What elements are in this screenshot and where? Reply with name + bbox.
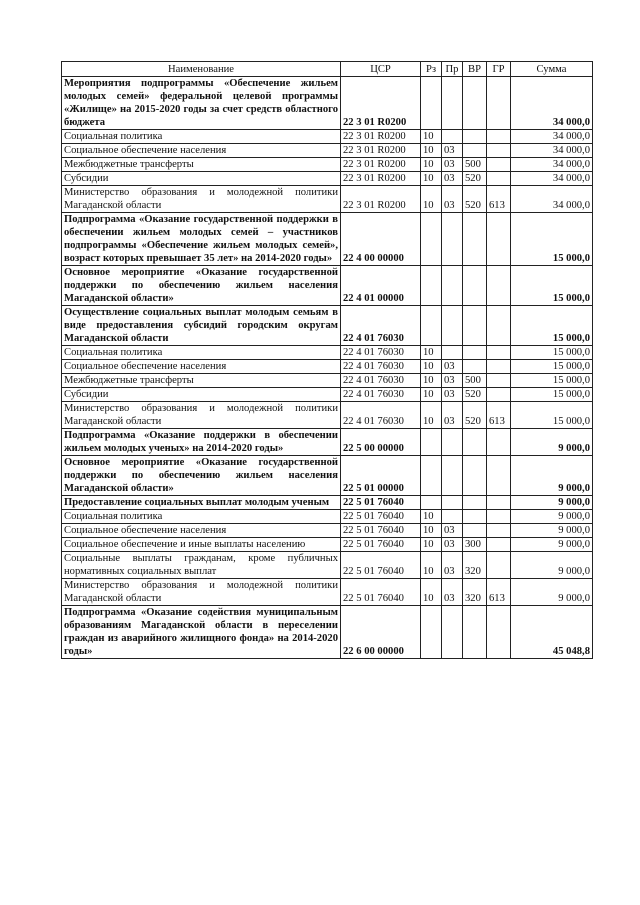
row-sum: 15 000,0 <box>511 213 593 266</box>
row-csr: 22 5 01 76040 <box>341 552 421 579</box>
row-rz: 10 <box>421 524 442 538</box>
row-name: Мероприятия подпрограммы «Обеспечение жильем молодых семей» федеральной целевой программы «Жилище» на 2015-2020 годы за счет средств областного бюджета <box>62 77 341 130</box>
table-row <box>62 158 593 172</box>
row-csr: 22 5 01 76040 <box>341 524 421 538</box>
row-csr: 22 4 01 76030 <box>341 402 421 429</box>
row-gr <box>487 456 511 496</box>
row-pr <box>442 306 463 346</box>
row-name: Основное мероприятие «Оказание государственной поддержки по обеспечению жильем населения Магаданской области» <box>62 456 341 496</box>
row-sum: 9 000,0 <box>511 510 593 524</box>
row-gr <box>487 496 511 510</box>
row-sum: 9 000,0 <box>511 538 593 552</box>
row-pr <box>442 130 463 144</box>
row-rz: 10 <box>421 360 442 374</box>
row-gr <box>487 374 511 388</box>
row-gr: 613 <box>487 402 511 429</box>
row-csr: 22 4 01 76030 <box>341 360 421 374</box>
table-row <box>62 429 593 456</box>
row-sum: 9 000,0 <box>511 456 593 496</box>
row-rz: 10 <box>421 552 442 579</box>
row-csr: 22 4 01 76030 <box>341 346 421 360</box>
row-vr <box>463 360 487 374</box>
row-name: Подпрограмма «Оказание содействия муниципальным образованиям Магаданской области в переселении граждан из аварийного жилищного фонда» на 2014-2020 годы» <box>62 606 341 659</box>
row-gr: 613 <box>487 579 511 606</box>
row-rz: 10 <box>421 402 442 429</box>
row-name: Субсидии <box>62 388 341 402</box>
table-row <box>62 346 593 360</box>
row-gr <box>487 510 511 524</box>
row-rz <box>421 306 442 346</box>
row-sum: 34 000,0 <box>511 130 593 144</box>
row-name: Социальная политика <box>62 346 341 360</box>
row-vr: 520 <box>463 186 487 213</box>
table-row <box>62 360 593 374</box>
row-csr: 22 3 01 R0200 <box>341 158 421 172</box>
row-sum: 15 000,0 <box>511 346 593 360</box>
row-rz: 10 <box>421 186 442 213</box>
row-vr: 300 <box>463 538 487 552</box>
row-sum: 34 000,0 <box>511 77 593 130</box>
row-vr <box>463 130 487 144</box>
table-row <box>62 266 593 306</box>
row-sum: 9 000,0 <box>511 552 593 579</box>
row-rz: 10 <box>421 158 442 172</box>
row-pr: 03 <box>442 144 463 158</box>
row-vr <box>463 429 487 456</box>
row-sum: 15 000,0 <box>511 360 593 374</box>
row-pr: 03 <box>442 172 463 186</box>
row-csr: 22 3 01 R0200 <box>341 144 421 158</box>
row-name: Министерство образования и молодежной политики Магаданской области <box>62 402 341 429</box>
row-sum: 45 048,8 <box>511 606 593 659</box>
table-header-row <box>62 62 593 77</box>
row-vr <box>463 496 487 510</box>
table-row <box>62 606 593 659</box>
table-row <box>62 510 593 524</box>
row-name: Осуществление социальных выплат молодым семьям в виде предоставления субсидий городским округам Магаданской области <box>62 306 341 346</box>
row-pr: 03 <box>442 186 463 213</box>
row-rz: 10 <box>421 144 442 158</box>
row-vr <box>463 524 487 538</box>
row-pr <box>442 496 463 510</box>
row-name: Субсидии <box>62 172 341 186</box>
budget-table <box>61 61 593 659</box>
row-csr: 22 4 01 76030 <box>341 388 421 402</box>
row-pr: 03 <box>442 374 463 388</box>
row-rz: 10 <box>421 130 442 144</box>
row-pr <box>442 346 463 360</box>
header-rz: Рз <box>421 62 442 77</box>
row-sum: 34 000,0 <box>511 186 593 213</box>
row-pr: 03 <box>442 388 463 402</box>
row-sum: 9 000,0 <box>511 579 593 606</box>
row-gr <box>487 538 511 552</box>
row-gr: 613 <box>487 186 511 213</box>
row-name: Социальное обеспечение населения <box>62 144 341 158</box>
row-sum: 15 000,0 <box>511 388 593 402</box>
row-gr <box>487 266 511 306</box>
row-csr: 22 3 01 R0200 <box>341 186 421 213</box>
row-name: Социальные выплаты гражданам, кроме публичных нормативных социальных выплат <box>62 552 341 579</box>
row-name: Социальная политика <box>62 510 341 524</box>
table-row <box>62 186 593 213</box>
row-sum: 9 000,0 <box>511 496 593 510</box>
row-rz: 10 <box>421 388 442 402</box>
row-pr <box>442 456 463 496</box>
row-csr: 22 5 01 76040 <box>341 579 421 606</box>
row-csr: 22 5 01 76040 <box>341 510 421 524</box>
row-sum: 9 000,0 <box>511 429 593 456</box>
row-csr: 22 4 00 00000 <box>341 213 421 266</box>
row-gr <box>487 606 511 659</box>
table-row <box>62 388 593 402</box>
row-gr <box>487 524 511 538</box>
row-name: Социальное обеспечение и иные выплаты населению <box>62 538 341 552</box>
row-csr: 22 5 01 76040 <box>341 496 421 510</box>
row-rz: 10 <box>421 510 442 524</box>
row-gr <box>487 552 511 579</box>
row-csr: 22 5 01 00000 <box>341 456 421 496</box>
header-csr: ЦСР <box>341 62 421 77</box>
table-row <box>62 524 593 538</box>
row-name: Социальная политика <box>62 130 341 144</box>
row-csr: 22 3 01 R0200 <box>341 172 421 186</box>
table-row <box>62 374 593 388</box>
row-gr <box>487 144 511 158</box>
row-csr: 22 4 01 00000 <box>341 266 421 306</box>
table-row <box>62 538 593 552</box>
row-vr: 520 <box>463 172 487 186</box>
row-sum: 34 000,0 <box>511 144 593 158</box>
row-rz <box>421 496 442 510</box>
row-csr: 22 4 01 76030 <box>341 374 421 388</box>
row-vr <box>463 144 487 158</box>
header-pr: Пр <box>442 62 463 77</box>
row-vr: 500 <box>463 374 487 388</box>
table-row <box>62 456 593 496</box>
table-row <box>62 306 593 346</box>
header-gr: ГР <box>487 62 511 77</box>
table-row <box>62 144 593 158</box>
row-name: Предоставление социальных выплат молодым ученым <box>62 496 341 510</box>
row-name: Министерство образования и молодежной политики Магаданской области <box>62 579 341 606</box>
row-gr <box>487 158 511 172</box>
row-rz <box>421 606 442 659</box>
table-row <box>62 552 593 579</box>
table-row <box>62 77 593 130</box>
table-row <box>62 172 593 186</box>
row-rz <box>421 213 442 266</box>
row-pr: 03 <box>442 158 463 172</box>
row-csr: 22 6 00 00000 <box>341 606 421 659</box>
row-gr <box>487 130 511 144</box>
row-sum: 9 000,0 <box>511 524 593 538</box>
row-csr: 22 5 00 00000 <box>341 429 421 456</box>
row-name: Основное мероприятие «Оказание государственной поддержки по обеспечению жильем населения Магаданской области» <box>62 266 341 306</box>
row-pr: 03 <box>442 552 463 579</box>
row-pr: 03 <box>442 524 463 538</box>
row-sum: 15 000,0 <box>511 306 593 346</box>
row-vr: 320 <box>463 579 487 606</box>
row-rz <box>421 456 442 496</box>
row-vr: 320 <box>463 552 487 579</box>
row-rz <box>421 429 442 456</box>
row-vr <box>463 346 487 360</box>
row-pr: 03 <box>442 360 463 374</box>
table-row <box>62 402 593 429</box>
row-csr: 22 4 01 76030 <box>341 306 421 346</box>
table-row <box>62 213 593 266</box>
row-csr: 22 3 01 R0200 <box>341 130 421 144</box>
row-pr <box>442 510 463 524</box>
row-sum: 15 000,0 <box>511 374 593 388</box>
header-name: Наименование <box>62 62 341 77</box>
row-gr <box>487 360 511 374</box>
row-name: Межбюджетные трансферты <box>62 158 341 172</box>
row-vr: 520 <box>463 388 487 402</box>
row-vr <box>463 266 487 306</box>
table-row <box>62 496 593 510</box>
row-vr <box>463 213 487 266</box>
table-row <box>62 579 593 606</box>
row-gr <box>487 213 511 266</box>
row-pr: 03 <box>442 538 463 552</box>
row-name: Социальное обеспечение населения <box>62 524 341 538</box>
row-csr: 22 3 01 R0200 <box>341 77 421 130</box>
row-rz <box>421 266 442 306</box>
row-sum: 15 000,0 <box>511 266 593 306</box>
row-pr: 03 <box>442 579 463 606</box>
row-pr <box>442 213 463 266</box>
row-sum: 34 000,0 <box>511 172 593 186</box>
row-vr: 500 <box>463 158 487 172</box>
header-sum: Сумма <box>511 62 593 77</box>
row-sum: 15 000,0 <box>511 402 593 429</box>
row-gr <box>487 429 511 456</box>
row-vr <box>463 606 487 659</box>
row-pr: 03 <box>442 402 463 429</box>
header-vr: ВР <box>463 62 487 77</box>
row-rz: 10 <box>421 538 442 552</box>
row-pr <box>442 606 463 659</box>
row-name: Межбюджетные трансферты <box>62 374 341 388</box>
row-name: Подпрограмма «Оказание государственной поддержки в обеспечении жильем молодых семей – участников подпрограммы «Обеспечение жильем молодых семей», возраст которых превышает 35 лет» на 2014-2020 годы» <box>62 213 341 266</box>
row-rz <box>421 77 442 130</box>
row-name: Подпрограмма «Оказание поддержки в обеспечении жильем молодых ученых» на 2014-2020 годы» <box>62 429 341 456</box>
table-row <box>62 130 593 144</box>
row-name: Социальное обеспечение населения <box>62 360 341 374</box>
row-csr: 22 5 01 76040 <box>341 538 421 552</box>
row-gr <box>487 306 511 346</box>
row-rz: 10 <box>421 346 442 360</box>
row-rz: 10 <box>421 374 442 388</box>
row-rz: 10 <box>421 579 442 606</box>
row-pr <box>442 77 463 130</box>
row-gr <box>487 77 511 130</box>
row-gr <box>487 388 511 402</box>
row-rz: 10 <box>421 172 442 186</box>
row-vr <box>463 510 487 524</box>
row-gr <box>487 172 511 186</box>
row-vr <box>463 77 487 130</box>
row-pr <box>442 266 463 306</box>
row-gr <box>487 346 511 360</box>
row-pr <box>442 429 463 456</box>
row-sum: 34 000,0 <box>511 158 593 172</box>
row-vr <box>463 306 487 346</box>
row-vr <box>463 456 487 496</box>
row-name: Министерство образования и молодежной политики Магаданской области <box>62 186 341 213</box>
row-vr: 520 <box>463 402 487 429</box>
